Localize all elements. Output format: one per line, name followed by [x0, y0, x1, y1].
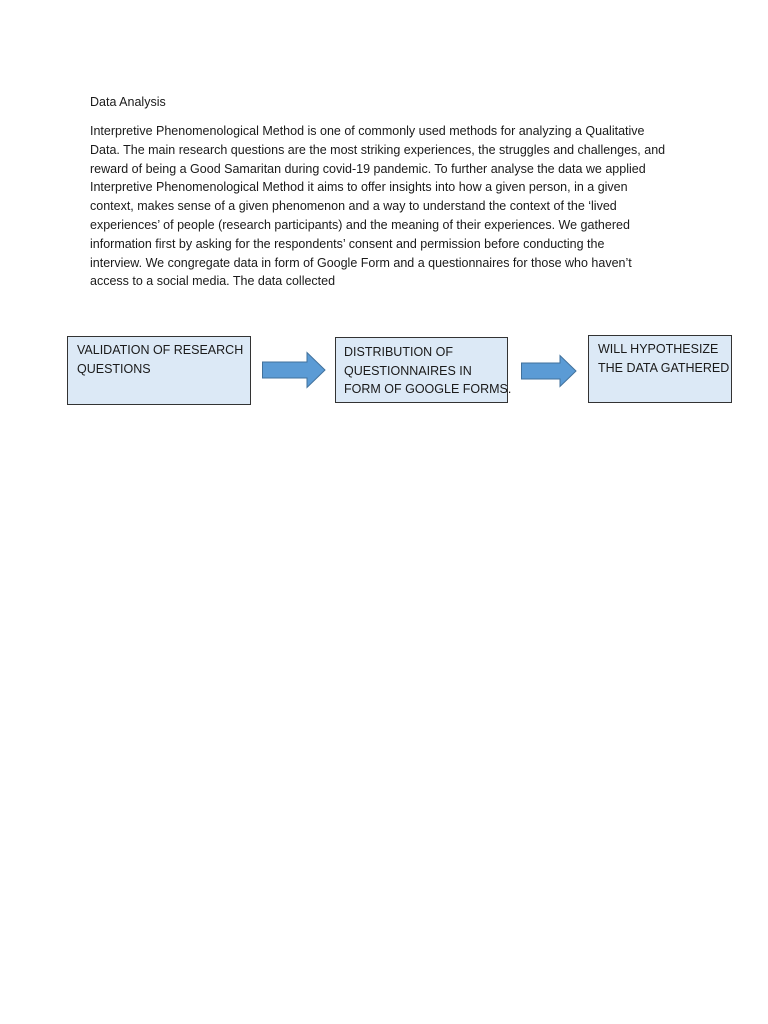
flow-step-hypothesize: [588, 335, 732, 403]
flow-step-text: QUESTIONNAIRES IN: [344, 363, 472, 378]
flow-step-text: DISTRIBUTION OF: [344, 345, 454, 359]
flow-step-text: VALIDATION OF RESEARCH: [77, 343, 244, 357]
flow-step-text: THE DATA GATHERED: [598, 360, 730, 375]
body-paragraph: [90, 122, 680, 291]
flow-step-text: QUESTIONS: [77, 361, 151, 376]
flow-arrow-right-icon: [520, 354, 578, 388]
paragraph-line: access to a social media. The data collected: [90, 274, 336, 289]
flow-arrow-right-icon: [261, 351, 327, 389]
paragraph-line: Interpretive Phenomenological Method is one of commonly used methods for analyzing a Qualitative: [90, 124, 645, 138]
paragraph-line: information first by asking for the respondents’ consent and permission before conducting the: [90, 236, 605, 251]
paragraph-line: Interpretive Phenomenological Method it aims to offer insights into how a given person, in a given: [90, 180, 628, 195]
flow-step-text: WILL HYPOTHESIZE: [598, 342, 719, 356]
flow-step-text: FORM OF GOOGLE FORMS.: [344, 382, 512, 396]
paragraph-line: context, makes sense of a given phenomenon and a way to understand the context of the ‘lived: [90, 199, 617, 214]
paragraph-line: reward of being a Good Samaritan during covid-19 pandemic. To further analyse the data we applied: [90, 161, 646, 176]
section-heading: Data Analysis: [90, 95, 166, 109]
paragraph-line: Data. The main research questions are the most striking experiences, the struggles and challenges, and: [90, 142, 666, 157]
paragraph-line: experiences’ of people (research participants) and the meaning of their experiences. We gathered: [90, 217, 630, 232]
flow-step-distribution: [335, 337, 512, 403]
paragraph-line: interview. We congregate data in form of Google Form and a questionnaires for those who haven’t: [90, 255, 632, 270]
flow-step-validation: [67, 336, 251, 405]
